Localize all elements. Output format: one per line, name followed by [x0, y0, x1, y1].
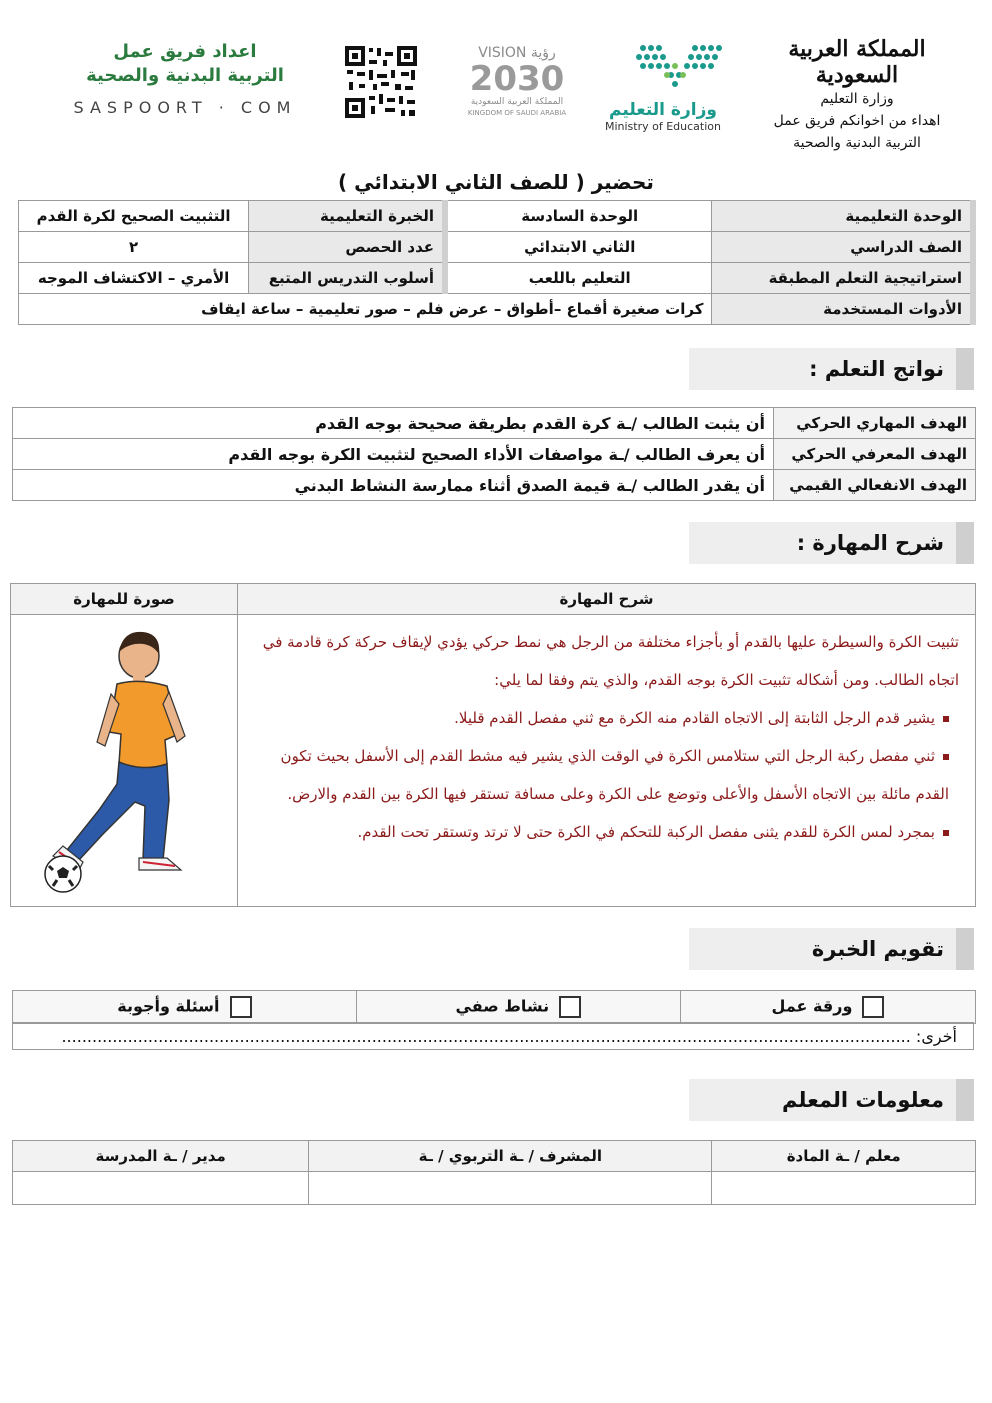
- method-value: الأمري – الاكتشاف الموجه: [19, 263, 249, 294]
- experience-value: التثبيت الصحيح لكرة القدم: [19, 201, 249, 232]
- unit-label: الوحدة التعليمية: [712, 201, 973, 232]
- goal-label: الهدف الانفعالي القيمي: [774, 470, 976, 501]
- skill-heading: شرح المهارة :: [689, 522, 974, 564]
- moe-arabic: وزارة التعليم: [609, 100, 717, 120]
- table-header-row: [13, 1141, 976, 1172]
- table-row: [19, 294, 974, 325]
- table-row: [19, 201, 974, 232]
- credit-line-1: اهداء من اخوانكم فريق عمل: [773, 113, 941, 129]
- bullet-icon: [943, 716, 949, 722]
- experience-label: الخبرة التعليمية: [249, 201, 445, 232]
- tools-label: الأدوات المستخدمة: [712, 294, 973, 325]
- checkbox[interactable]: [559, 996, 581, 1018]
- bullet-icon: [943, 830, 949, 836]
- grade-label: الصف الدراسي: [712, 232, 973, 263]
- skill-intro: تثبيت الكرة والسيطرة عليها بالقدم أو بأجزاء مختلفة من الرجل هي نمط حركي يؤدي لإيقاف حركة كرة قادمة في اتجاه الطالب. ومن أشكاله تثبيت الكرة بوجه القدم، والذي يتم وفقا لما يلي:: [262, 633, 959, 689]
- lesson-info-table: [18, 200, 976, 325]
- unit-value: الوحدة السادسة: [445, 201, 712, 232]
- skill-image-cell: [11, 615, 238, 907]
- goal-value: أن يعرف الطالب /ـة مواصفات الأداء الصحيح لتثبيت الكرة بوجه القدم: [13, 439, 774, 470]
- goal-value: أن يثبت الطالب /ـة كرة القدم بطريقة صحيحة بوجه القدم: [13, 408, 774, 439]
- page-title: تحضير ( للصف الثاني الابتدائي ): [338, 170, 654, 194]
- strategy-value: التعليم باللعب: [445, 263, 712, 294]
- eval-option-worksheet[interactable]: ورقة عمل: [680, 991, 975, 1024]
- tools-value: كرات صغيرة أقماع –أطواق – عرض فلم – صور تعليمية – ساعة ايقاف: [19, 294, 712, 325]
- skill-explanation: [238, 615, 976, 907]
- grade-value: الثاني الابتدائي: [445, 232, 712, 263]
- table-header-row: [11, 584, 976, 615]
- skill-point: يشير قدم الرجل الثابتة إلى الاتجاه القادم منه الكرة مع ثني مفصل القدم قليلا.: [252, 699, 959, 737]
- table-row: [19, 263, 974, 294]
- signature-cell[interactable]: [309, 1172, 712, 1205]
- method-label: أسلوب التدريس المتبع: [249, 263, 445, 294]
- sessions-count-value: ٢: [19, 232, 249, 263]
- skill-point: ثني مفصل ركبة الرجل التي ستلامس الكرة في الوقت الذي يشير فيه مشط القدم إلى الأسفل بحيث تكون القدم مائلة بين الاتجاه الأسفل والأعلى وتوضع على الكرة وعلى مسافة تستقر فيها الكرة بين القدم والارض.: [280, 747, 949, 803]
- skill-point: بمجرد لمس الكرة للقدم يثنى مفصل الركبة للتحكم في الكرة حتى لا ترتد وتستقر تحت القدم.: [252, 813, 959, 851]
- outcomes-table: [12, 407, 976, 501]
- goal-label: الهدف المعرفي الحركي: [774, 439, 976, 470]
- eval-option-class-activity[interactable]: نشاط صفي: [356, 991, 680, 1024]
- col-image-header: صورة للمهارة: [11, 584, 238, 615]
- eval-option-qa[interactable]: أسئلة وأجوبة: [13, 991, 357, 1024]
- strategy-label: استراتيجية التعلم المطبقة: [712, 263, 973, 294]
- brand-website: SASPOORT · COM: [73, 98, 297, 117]
- moe-english: Ministry of Education: [604, 120, 721, 133]
- signature-cell[interactable]: [712, 1172, 976, 1205]
- brand-block: [60, 40, 310, 117]
- brand-line-1: اعداد فريق عمل: [113, 41, 257, 62]
- signature-table: [12, 1140, 976, 1205]
- col-explain-header: شرح المهارة: [238, 584, 976, 615]
- goal-label: الهدف المهاري الحركي: [774, 408, 976, 439]
- kingdom-calligraphy: المملكة العربية السعودية: [788, 36, 926, 88]
- vision-word: VISION: [478, 45, 527, 61]
- eval-other-field[interactable]: [12, 1022, 974, 1050]
- ministry-name: وزارة التعليم: [820, 91, 894, 107]
- credit-line-2: التربية البدنية والصحية: [793, 135, 921, 151]
- table-row: [13, 1172, 976, 1205]
- checkbox[interactable]: [230, 996, 252, 1018]
- table-row: [19, 232, 974, 263]
- other-label: أخرى:: [915, 1027, 957, 1046]
- vision-sub-ar: المملكة العربية السعودية: [470, 97, 564, 107]
- qr-code-icon[interactable]: [345, 46, 417, 118]
- outcomes-heading: نواتج التعلم :: [689, 348, 974, 390]
- vision-sub-en: KINGDOM OF SAUDI ARABIA: [467, 109, 567, 117]
- table-row: [13, 408, 976, 439]
- boy-trapping-ball-icon: [39, 624, 209, 894]
- table-row: [11, 615, 976, 907]
- vision-arabic: رؤية: [530, 45, 556, 61]
- checkbox[interactable]: [862, 996, 884, 1018]
- skill-table: [10, 583, 976, 907]
- evaluation-heading: تقويم الخبرة: [689, 928, 974, 970]
- col-principal: مدير / ـة المدرسة: [13, 1141, 309, 1172]
- table-row: [13, 991, 976, 1024]
- vision-2030-logo: [456, 44, 578, 124]
- teacher-heading: معلومات المعلم: [689, 1079, 974, 1121]
- header-ministry-block: [762, 36, 952, 154]
- col-supervisor: المشرف / ـة التربوي / ـة: [309, 1141, 712, 1172]
- evaluation-table: [12, 990, 976, 1024]
- goal-value: أن يقدر الطالب /ـة قيمة الصدق أثناء ممارسة النشاط البدني: [13, 470, 774, 501]
- vision-year: 2030: [469, 59, 565, 99]
- col-subject-teacher: معلم / ـة المادة: [712, 1141, 976, 1172]
- table-row: [13, 439, 976, 470]
- moe-dots-icon: [588, 40, 738, 100]
- other-dots: .......................................................................................................................................................................: [61, 1027, 911, 1046]
- table-row: [13, 470, 976, 501]
- brand-line-2: التربية البدنية والصحية: [86, 65, 284, 86]
- moe-logo: [588, 40, 738, 136]
- sessions-count-label: عدد الحصص: [249, 232, 445, 263]
- bullet-icon: [943, 754, 949, 760]
- signature-cell[interactable]: [13, 1172, 309, 1205]
